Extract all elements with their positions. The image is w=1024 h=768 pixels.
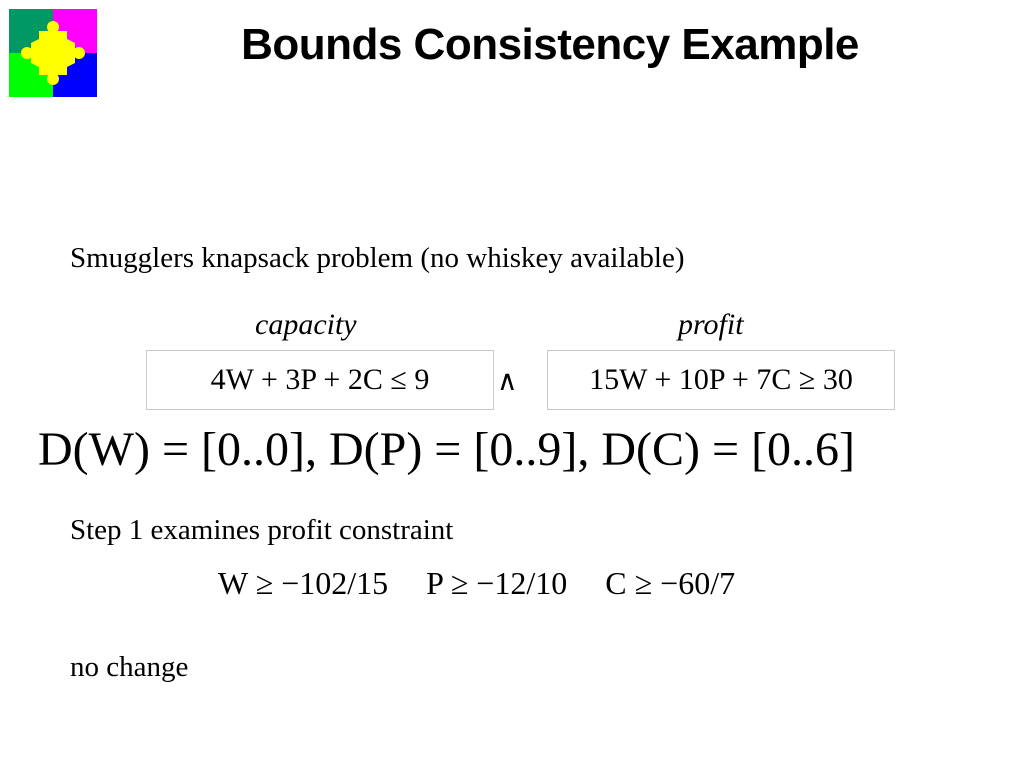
bound-w: W ≥ −102/15 <box>218 565 389 601</box>
capacity-label: capacity <box>255 308 357 341</box>
capacity-constraint-box <box>146 350 494 410</box>
domains-equation: D(W) = [0..0], D(P) = [0..9], D(C) = [0..6] <box>38 423 856 476</box>
intro-text: Smugglers knapsack problem (no whiskey available) <box>70 242 685 274</box>
result-text: no change <box>70 651 189 683</box>
puzzle-logo-icon <box>9 9 97 97</box>
slide-title: Bounds Consistency Example <box>241 20 859 69</box>
profit-constraint: 15W + 10P + 7C ≥ 30 <box>589 363 853 396</box>
bound-c: C ≥ −60/7 <box>605 565 736 601</box>
and-symbol: ∧ <box>497 366 518 397</box>
bounds-row <box>218 565 735 602</box>
profit-constraint-box <box>547 350 895 410</box>
profit-label: profit <box>678 308 744 341</box>
step-text: Step 1 examines profit constraint <box>70 514 454 546</box>
bound-p: P ≥ −12/10 <box>426 565 568 601</box>
capacity-constraint: 4W + 3P + 2C ≤ 9 <box>210 363 430 396</box>
